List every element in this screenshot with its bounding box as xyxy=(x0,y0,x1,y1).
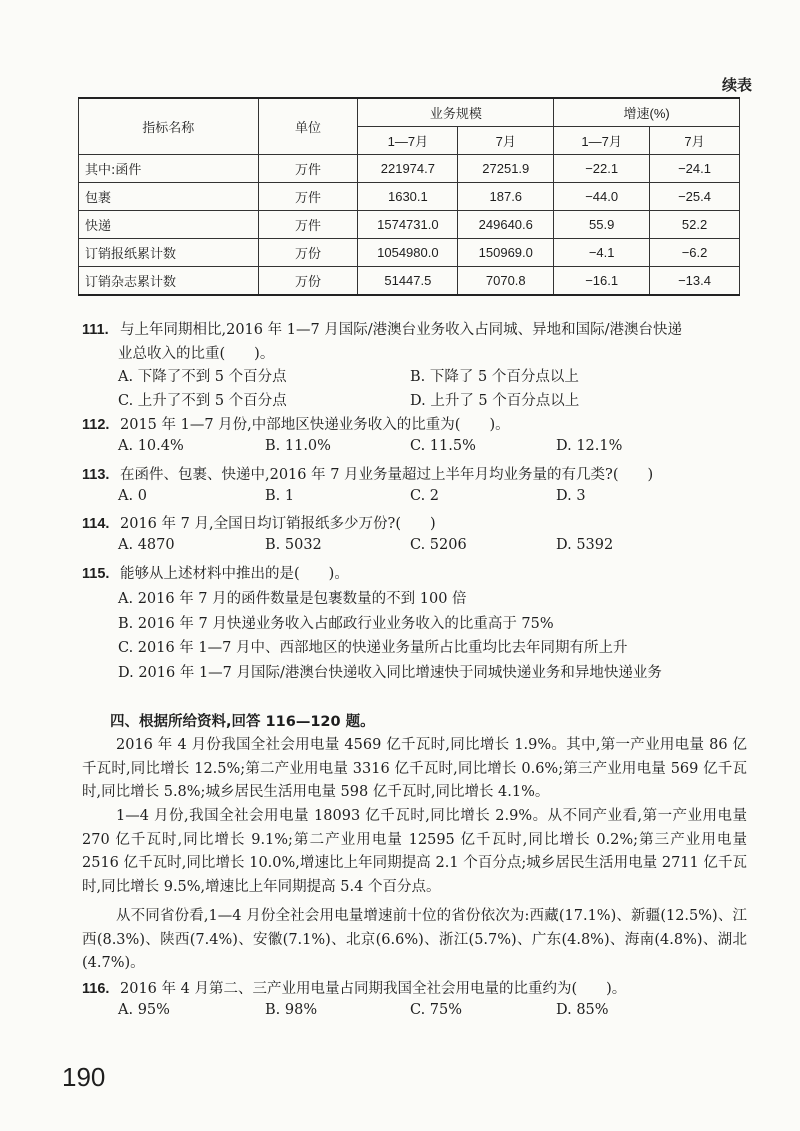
option-d: D. 2016 年 1—7 月国际/港澳台快递收入同比增速快于同城快递业务和异地快递业务 xyxy=(118,665,662,681)
row-name: 订销报纸累计数 xyxy=(79,239,259,267)
question-number: 112. xyxy=(82,417,110,433)
header-scale-period-7: 7月 xyxy=(458,127,554,155)
option-c: C. 5206 xyxy=(410,537,467,553)
question-number: 116. xyxy=(82,981,110,997)
option-d: D. 5392 xyxy=(556,537,614,553)
row-name: 包裹 xyxy=(79,183,259,211)
option-c: C. 2 xyxy=(410,488,440,504)
row-growth-1-7: −44.0 xyxy=(554,183,650,211)
option-d: D. 12.1% xyxy=(556,438,623,454)
page-number: 190 xyxy=(62,1062,106,1092)
option-b: B. 11.0% xyxy=(265,438,331,454)
paragraph-2: 1—4 月份,我国全社会用电量 18093 亿千瓦时,同比增长 2.9%。从不同产业看,第一产业用电量 270 亿千瓦时,同比增长 9.1%;第二产业用电量 12595 亿千瓦时,同比增长 0.2%;第三产业用电量 2516 亿千瓦时,同比增长 10.0%,增速比上年同期提高 2.1 个百分点;城乡居民生活用电量 2711 亿千瓦时,同比增长 9.5%,增速比上年同期提高 5.4 个百分点。 xyxy=(82,808,747,895)
row-scale-1-7: 51447.5 xyxy=(358,267,458,296)
row-scale-7: 27251.9 xyxy=(458,155,554,183)
option-b: B. 98% xyxy=(265,1002,318,1018)
row-scale-7: 150969.0 xyxy=(458,239,554,267)
option-b: B. 下降了 5 个百分点以上 xyxy=(410,369,579,385)
question-text: 2016 年 4 月第二、三产业用电量占同期我国全社会用电量的比重约为( )。 xyxy=(120,981,627,997)
question-text: 与上年同期相比,2016 年 1—7 月国际/港澳台业务收入占同城、异地和国际/港澳台快递 xyxy=(120,322,683,338)
row-unit: 万件 xyxy=(258,211,358,239)
table-continued-label: 续表 xyxy=(721,76,752,94)
question-text: 2016 年 7 月,全国日均订销报纸多少万份?( ) xyxy=(120,516,436,532)
paragraph-1: 2016 年 4 月份我国全社会用电量 4569 亿千瓦时,同比增长 1.9%。其中,第一产业用电量 86 亿千瓦时,同比增长 12.5%;第二产业用电量 3316 亿千瓦时,同比增长 0.6%;第三产业用电量 569 亿千瓦时,同比增长 5.8%;城乡居民生活用电量 598 亿千瓦时,同比增长 4.1%。 xyxy=(82,737,747,800)
question-text: 2015 年 1—7 月份,中部地区快递业务收入的比重为( )。 xyxy=(120,417,510,433)
row-scale-7: 187.6 xyxy=(458,183,554,211)
header-growth: 增速(%) xyxy=(554,98,740,127)
row-growth-1-7: 55.9 xyxy=(554,211,650,239)
table-row xyxy=(79,239,740,267)
row-scale-1-7: 1630.1 xyxy=(358,183,458,211)
question-113 xyxy=(82,463,653,484)
question-112 xyxy=(82,413,510,434)
row-unit: 万件 xyxy=(258,155,358,183)
table-row xyxy=(79,267,740,296)
row-growth-1-7: −4.1 xyxy=(554,239,650,267)
table-row xyxy=(79,183,740,211)
row-growth-7: 52.2 xyxy=(650,211,740,239)
row-growth-7: −6.2 xyxy=(650,239,740,267)
header-unit: 单位 xyxy=(258,98,358,155)
question-number: 114. xyxy=(82,516,110,532)
row-growth-1-7: −22.1 xyxy=(554,155,650,183)
option-d: D. 上升了 5 个百分点以上 xyxy=(410,393,580,409)
option-c: C. 75% xyxy=(410,1002,463,1018)
option-a: A. 下降了不到 5 个百分点 xyxy=(118,369,287,385)
option-b: B. 5032 xyxy=(265,537,322,553)
row-scale-1-7: 221974.7 xyxy=(358,155,458,183)
option-a: A. 4870 xyxy=(118,537,175,553)
header-indicator: 指标名称 xyxy=(79,98,259,155)
row-unit: 万份 xyxy=(258,267,358,296)
question-number: 113. xyxy=(82,467,110,483)
row-unit: 万件 xyxy=(258,183,358,211)
option-d: D. 85% xyxy=(556,1002,609,1018)
header-growth-period-1-7: 1—7月 xyxy=(554,127,650,155)
option-a: A. 95% xyxy=(118,1002,170,1018)
option-a: A. 10.4% xyxy=(118,438,184,454)
question-111-continuation: 业总收入的比重( )。 xyxy=(118,346,275,362)
option-a: A. 0 xyxy=(118,488,147,504)
table-row xyxy=(79,155,740,183)
question-115 xyxy=(82,562,349,583)
header-scale: 业务规模 xyxy=(358,98,554,127)
option-c: C. 11.5% xyxy=(410,438,476,454)
row-scale-7: 249640.6 xyxy=(458,211,554,239)
row-scale-1-7: 1054980.0 xyxy=(358,239,458,267)
row-name: 订销杂志累计数 xyxy=(79,267,259,296)
question-number: 111. xyxy=(82,322,109,338)
row-scale-7: 7070.8 xyxy=(458,267,554,296)
row-growth-7: −25.4 xyxy=(650,183,740,211)
row-growth-7: −13.4 xyxy=(650,267,740,296)
question-111 xyxy=(82,318,682,339)
header-growth-period-7: 7月 xyxy=(650,127,740,155)
row-scale-1-7: 1574731.0 xyxy=(358,211,458,239)
table-row xyxy=(79,211,740,239)
option-a: A. 2016 年 7 月的函件数量是包裹数量的不到 100 倍 xyxy=(118,591,467,607)
row-growth-1-7: −16.1 xyxy=(554,267,650,296)
row-growth-7: −24.1 xyxy=(650,155,740,183)
option-c: C. 2016 年 1—7 月中、西部地区的快递业务量所占比重均比去年同期有所上升 xyxy=(118,640,628,656)
postal-statistics-table xyxy=(78,97,740,296)
question-116 xyxy=(82,977,626,998)
row-name: 其中:函件 xyxy=(79,155,259,183)
question-number: 115. xyxy=(82,566,110,582)
row-unit: 万份 xyxy=(258,239,358,267)
option-d: D. 3 xyxy=(556,488,586,504)
section-heading: 四、根据所给资料,回答 116—120 题。 xyxy=(110,714,375,730)
question-text: 能够从上述材料中推出的是( )。 xyxy=(120,566,349,582)
question-114 xyxy=(82,512,436,533)
paragraph-3: 从不同省份看,1—4 月份全社会用电量增速前十位的省份依次为:西藏(17.1%)、新疆(12.5%)、江西(8.3%)、陕西(7.4%)、安徽(7.1%)、北京(6.6%)、浙江(5.7%)、广东(4.8%)、海南(4.8%)、湖北(4.7%)。 xyxy=(82,908,747,971)
row-name: 快递 xyxy=(79,211,259,239)
option-b: B. 1 xyxy=(265,488,295,504)
header-scale-period-1-7: 1—7月 xyxy=(358,127,458,155)
option-b: B. 2016 年 7 月快递业务收入占邮政行业业务收入的比重高于 75% xyxy=(118,616,554,632)
option-c: C. 上升了不到 5 个百分点 xyxy=(118,393,287,409)
question-text: 在函件、包裹、快递中,2016 年 7 月业务量超过上半年月均业务量的有几类?( ) xyxy=(120,467,654,483)
